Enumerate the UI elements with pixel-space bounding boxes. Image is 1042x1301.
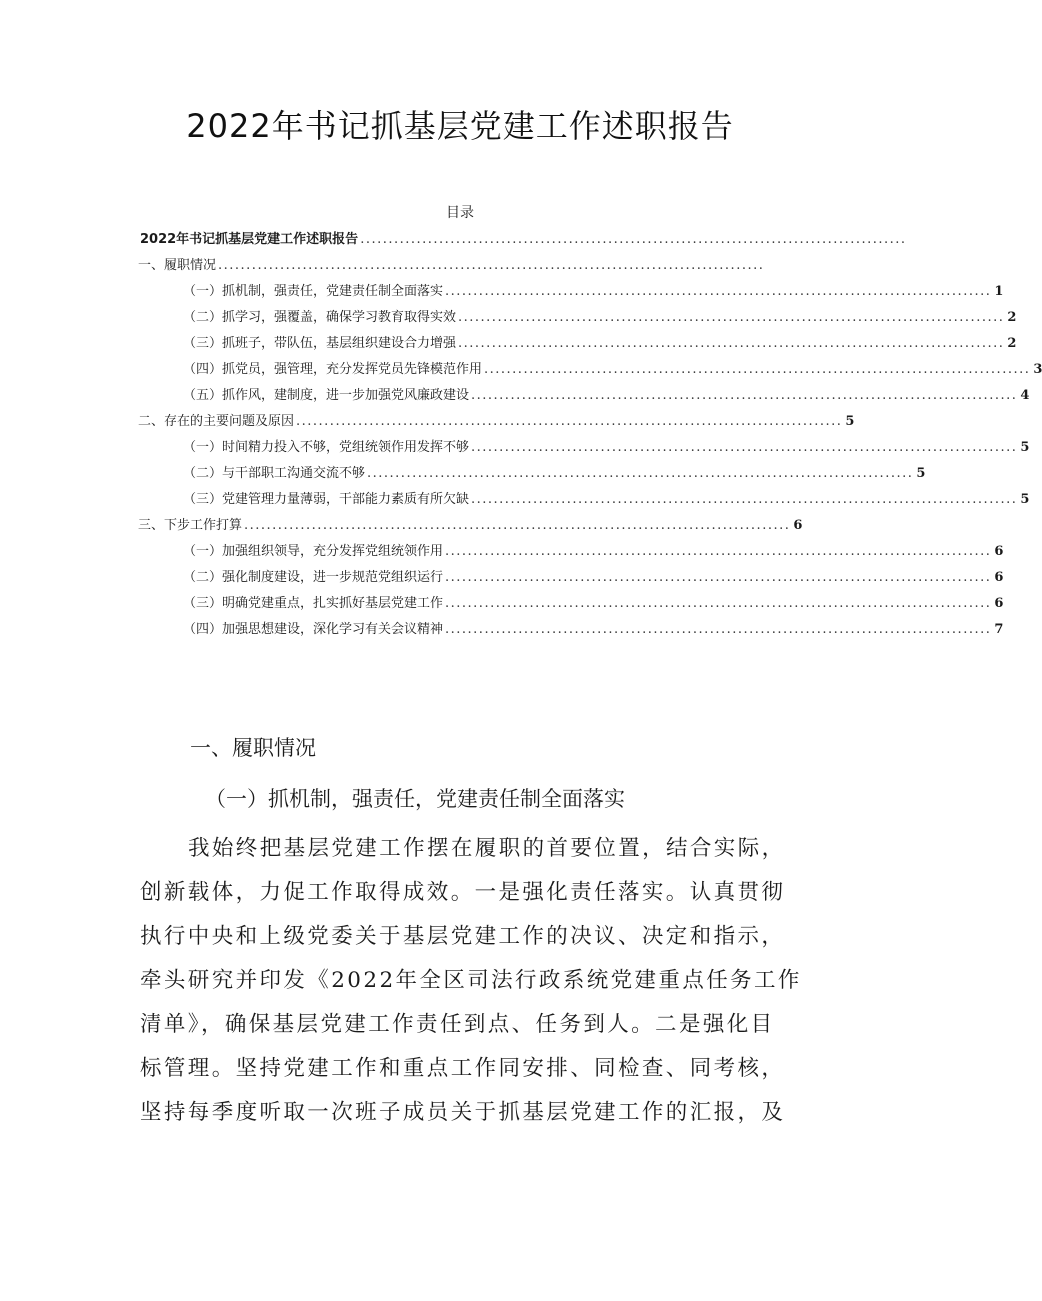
toc-leader-dots: .................................................................................................: [471, 492, 1018, 507]
toc-entry-page: 2: [1007, 336, 1017, 351]
document-title: 2022年书记抓基层党建工作述职报告: [186, 107, 734, 145]
toc-leader-dots: .................................................................................................: [484, 362, 1031, 377]
toc-leader-dots: .................................................................................................: [296, 414, 843, 429]
toc-entry-page: 6: [793, 518, 803, 533]
toc-entry-label: （一）时间精力投入不够，党组统领作用发挥不够: [183, 440, 470, 455]
toc-entry-2-3[interactable]: [183, 489, 1030, 511]
toc-entry-section-1[interactable]: [138, 255, 767, 277]
toc-heading: 目录: [446, 205, 474, 221]
toc-entry-label: （二）强化制度建设，进一步规范党组织运行: [183, 570, 444, 585]
toc-leader-dots: .................................................................................................: [471, 388, 1018, 403]
toc-leader-dots: .................................................................................................: [471, 440, 1018, 455]
toc-entry-3-1[interactable]: [183, 541, 1004, 563]
toc-entry-label: （二）抓学习，强覆盖，确保学习教育取得实效: [183, 310, 457, 325]
toc-entry-3-4[interactable]: [183, 619, 1004, 641]
toc-entry-label: 一、履职情况: [138, 258, 217, 273]
toc-entry-1-2[interactable]: [183, 307, 1017, 329]
toc-entry-label: （四）加强思想建设，深化学习有关会议精神: [183, 622, 444, 637]
toc-entry-label: 三、下步工作打算: [138, 518, 243, 533]
toc-entry-page: 5: [1020, 492, 1030, 507]
toc-entry-2-1[interactable]: [183, 437, 1030, 459]
toc-leader-dots: .................................................................................................: [218, 258, 765, 273]
toc-leader-dots: .................................................................................................: [445, 284, 992, 299]
toc-entry-1-1[interactable]: [183, 281, 1004, 303]
section-heading: 一、履职情况: [190, 736, 316, 760]
toc-entry-page: 3: [1033, 362, 1042, 377]
toc-entry-page: 4: [1020, 388, 1030, 403]
toc-entry-label: （四）抓党员，强管理，充分发挥党员先锋模范作用: [183, 362, 483, 377]
toc-leader-dots: .................................................................................................: [445, 596, 992, 611]
toc-entry-page: 2: [1007, 310, 1017, 325]
toc-entry-label: （三）党建管理力量薄弱，干部能力素质有所欠缺: [183, 492, 470, 507]
toc-entry-page: 5: [916, 466, 926, 481]
toc-entry-3-2[interactable]: [183, 567, 1004, 589]
toc-entry-page: 6: [994, 544, 1004, 559]
toc-entry-2-2[interactable]: [183, 463, 926, 485]
toc-entry-page: 7: [994, 622, 1004, 637]
paragraph-line: 创新载体，力促工作取得成效。一是强化责任落实。认真贯彻: [140, 880, 786, 905]
toc-leader-dots: .................................................................................................: [458, 336, 1005, 351]
toc-entry-1-4[interactable]: [183, 359, 1042, 381]
paragraph-line: 清单》，确保基层党建工作责任到点、任务到人。二是强化目: [140, 1012, 775, 1037]
toc-entry-label: 二、存在的主要问题及原因: [138, 414, 295, 429]
toc-entry-page: 6: [994, 570, 1004, 585]
paragraph-line: 牵头研究并印发《2022年全区司法行政系统党建重点任务工作: [140, 968, 802, 993]
toc-entry-label: （一）加强组织领导，充分发挥党组统领作用: [183, 544, 444, 559]
toc-entry-label: （三）明确党建重点，扎实抓好基层党建工作: [183, 596, 444, 611]
paragraph-line: 标管理。坚持党建工作和重点工作同安排、同检查、同考核，: [140, 1056, 786, 1081]
subsection-heading: （一）抓机制，强责任，党建责任制全面落实: [205, 787, 625, 811]
toc-entry-label: （三）抓班子，带队伍，基层组织建设合力增强: [183, 336, 457, 351]
toc-entry-section-2[interactable]: [138, 411, 855, 433]
paragraph-line: 执行中央和上级党委关于基层党建工作的决议、决定和指示，: [140, 924, 786, 949]
toc-leader-dots: .................................................................................................: [458, 310, 1005, 325]
toc-entry-label: （一）抓机制，强责任，党建责任制全面落实: [183, 284, 444, 299]
toc-entry-page: 6: [994, 596, 1004, 611]
toc-leader-dots: .................................................................................................: [244, 518, 791, 533]
toc-entry-section-3[interactable]: [138, 515, 803, 537]
toc-entry-page: 1: [994, 284, 1004, 299]
toc-entry-page: 5: [845, 414, 855, 429]
toc-entry-label: （二）与干部职工沟通交流不够: [183, 466, 366, 481]
toc-entry-1-5[interactable]: [183, 385, 1030, 407]
toc-entry-1-3[interactable]: [183, 333, 1017, 355]
toc-entry-label: 2022年书记抓基层党建工作述职报告: [140, 232, 359, 247]
toc-leader-dots: .................................................................................................: [445, 570, 992, 585]
toc-leader-dots: .................................................................................................: [445, 544, 992, 559]
toc-entry-label: （五）抓作风，建制度，进一步加强党风廉政建设: [183, 388, 470, 403]
toc-entry-3-3[interactable]: [183, 593, 1004, 615]
toc-leader-dots: .................................................................................................: [360, 232, 907, 247]
toc-leader-dots: .................................................................................................: [445, 622, 992, 637]
paragraph-line: 我始终把基层党建工作摆在履职的首要位置，结合实际，: [188, 836, 786, 861]
toc-leader-dots: .................................................................................................: [367, 466, 914, 481]
toc-entry-page: 5: [1020, 440, 1030, 455]
paragraph-line: 坚持每季度听取一次班子成员关于抓基层党建工作的汇报，及: [140, 1100, 786, 1125]
toc-entry-title[interactable]: [140, 229, 907, 251]
